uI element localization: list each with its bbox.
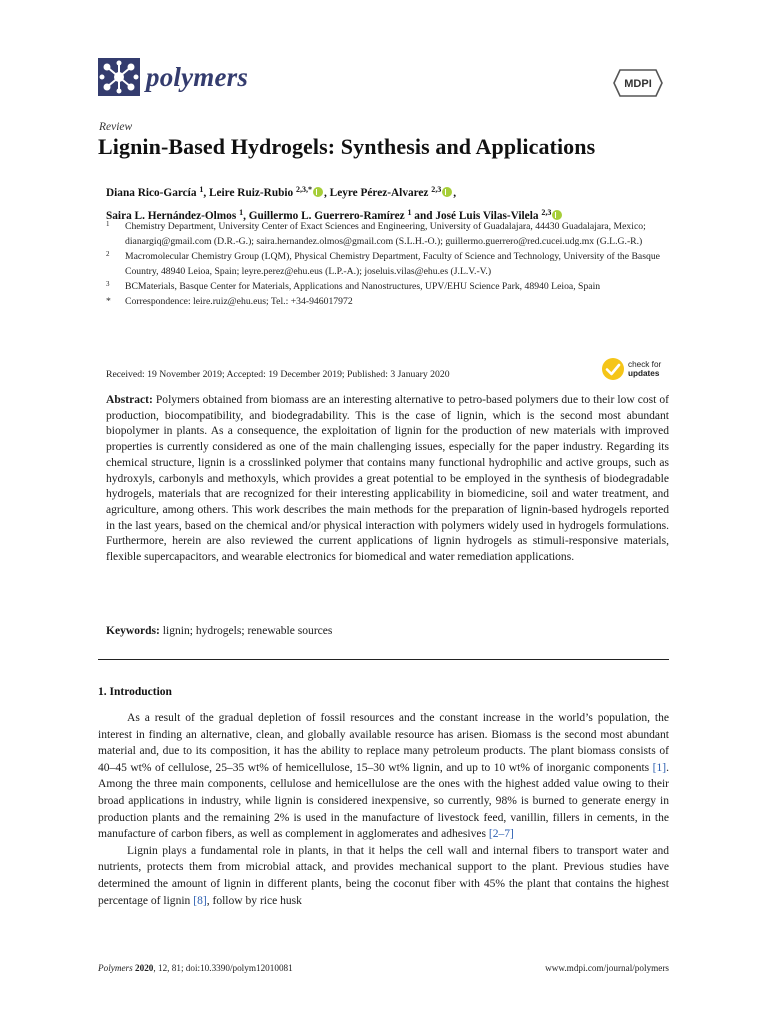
author-affiliation-marker: 2,3,* (296, 185, 312, 194)
article-title: Lignin-Based Hydrogels: Synthesis and Applications (98, 134, 596, 159)
paragraph: As a result of the gradual depletion of fossil resources and the constant increase in the world’s population, the interest in finding an alternative, clean, and globally available resource has arisen. Biomass is the second most abundant material and, due to its composition, it has the ability to replace many petroleum products. The plant biomass consists of 40–45 wt% of cellulose, 25–35 wt% of hemicellulose, 15–30 wt% lignin, and up to 10 wt% of inorganic components [1]. Among the three main components, cellulose and hemicellulose are the ones with the highest added value owing to their broad applications in industry, while lignin is considered inexpensive, so currently, 98% is burned to generate energy in production plants and the remaining 2% is used in the manufacture of livestock feed, vanillin, fillers in cements, in the manufacture of carbon fibers, as well as complement in agglomerates and adhesives [2–7] (98, 712, 669, 841)
correspondence: * Correspondence: leire.ruiz@ehu.eus; Tel.: +34-946017972 (106, 296, 353, 308)
check-for-updates-button[interactable] (601, 357, 661, 381)
citation-link[interactable]: [2–7] (488, 828, 514, 841)
journal-logo (98, 58, 248, 96)
check-updates-line1: check for (628, 359, 662, 369)
citation-footer: Polymers 2020, 12, 81; doi:10.3390/polym12010081 (98, 963, 293, 973)
keywords (106, 625, 332, 637)
molecule-network-icon (98, 58, 140, 96)
citation-link[interactable]: [1] (652, 761, 667, 774)
author-name[interactable]: Leyre Pérez-Alvarez (329, 187, 429, 199)
author-affiliation-marker: 1 (239, 208, 244, 217)
abstract-text: Polymers obtained from biomass are an interesting alternative to petro-based polymers due to their low cost of production, biocompatibility, and biodegradability. This is the case of lignin, which is the second most abundant biopolymer in plants. As a consequence, the exploitation of lignin for the production of new materials with improved properties is currently considered as one of the main challenging issues, especially for the paper industry. Regarding its chemical structure, lignin is a crosslinked polymer that contains many functional hydrophilic and active groups, such as hydroxyls, carbonyls and methoxyls, which provides a great potential to be employed in the synthesis of biodegradable hydrogels, materials that are recognized for their interesting applicability in biomedicine, soil and water treatment, and agriculture, among others. This work describes the main methods for the preparation of lignin-based hydrogels reported in the last years, based on the chemical and/or physical interaction with polymers widely used in hydrogels formulations. Furthermore, herein are also reviewed the current applications of lignin hydrogels as stimuli-responsive materials, flexible supercapacitors, and wearable electronics for biomedical and water remediation applications. (106, 394, 670, 564)
abstract (106, 393, 669, 566)
author-name[interactable]: Guillermo L. Guerrero-Ramírez (248, 210, 405, 222)
affiliation-item: 1 Chemistry Department, University Center of Exact Sciences and Engineering, University of Guadalajara, 44430 Guadalajara, Mexico; dianargiq@gmail.com (D.R.-G.); saira.hernandez.olmos@gmail.com (S.L.H.-O.); guillermo.guerrero@red.cucei.udg.mx (G.L.G.-R.) (106, 220, 646, 248)
abstract-label: Abstract: (106, 394, 153, 406)
journal-url[interactable]: www.mdpi.com/journal/polymers (545, 963, 669, 973)
citation-link[interactable]: [8] (193, 894, 207, 907)
keywords-label: Keywords: (106, 625, 160, 637)
article-type: Review (99, 121, 133, 133)
author-affiliation-marker: 2,3 (541, 208, 552, 217)
svg-text:MDPI: MDPI (624, 78, 652, 90)
affiliation-item: 2 Macromolecular Chemistry Group (LQM), Physical Chemistry Department, Faculty of Science and Technology, University of the Basque Country, 48940 Leioa, Spain; leyre.perez@ehu.eus (L.P.-A.); joseluis.vilas@ehu.es (J.L.V.-V.) (106, 250, 660, 278)
body-text (98, 710, 669, 909)
orcid-icon[interactable] (313, 187, 323, 197)
section-heading: 1. Introduction (98, 686, 172, 698)
keywords-text: lignin; hydrogels; renewable sources (162, 625, 333, 637)
journal-name: polymers (146, 61, 249, 92)
author-name[interactable]: José Luis Vilas-Vilela (435, 210, 539, 222)
check-for-updates-icon (601, 357, 625, 381)
author-name[interactable]: Leire Ruiz-Rubio (208, 187, 294, 199)
affiliations (106, 219, 686, 310)
author-name[interactable]: Saira L. Hernández-Olmos (106, 210, 237, 222)
section-divider (98, 659, 669, 660)
author-affiliation-marker: 1 (407, 208, 412, 217)
author-name[interactable]: Diana Rico-García (106, 187, 197, 199)
affiliation-item: 3 BCMaterials, Basque Center for Materials, Applications and Nanostructures, UPV/EHU Science Park, 48940 Leioa, Spain (106, 280, 601, 293)
paragraph: Lignin plays a fundamental role in plants, in that it helps the cell wall and internal fibers to transport water and nutrients, protects them from microbial attack, and provides mechanical support to the plant. Previous studies have determined the amount of lignin in different plants, being the coconut fiber with 45% the plant that contains the highest percentage of lignin [8], follow by rice husk (98, 844, 669, 907)
orcid-icon[interactable] (442, 187, 452, 197)
author-list: Diana Rico-García $^1$, Leire Ruiz-Rubio $^{2,3,*}$ , Leyre Pérez-Alvarez $^{2,3}$ , Saira L. Hernández-Olmos $^1$, Guillermo L. Guerrero-Ramírez $^1$ and José Luis Vilas-Vilela $^{2,3}$ (106, 180, 686, 226)
author-affiliation-marker: 1 (199, 185, 204, 194)
publication-dates: Received: 19 November 2019; Accepted: 19 December 2019; Published: 3 January 2020 (106, 369, 450, 380)
author-affiliation-marker: 2,3 (431, 185, 442, 194)
check-updates-line2: updates (628, 369, 660, 378)
mdpi-logo (612, 66, 664, 100)
